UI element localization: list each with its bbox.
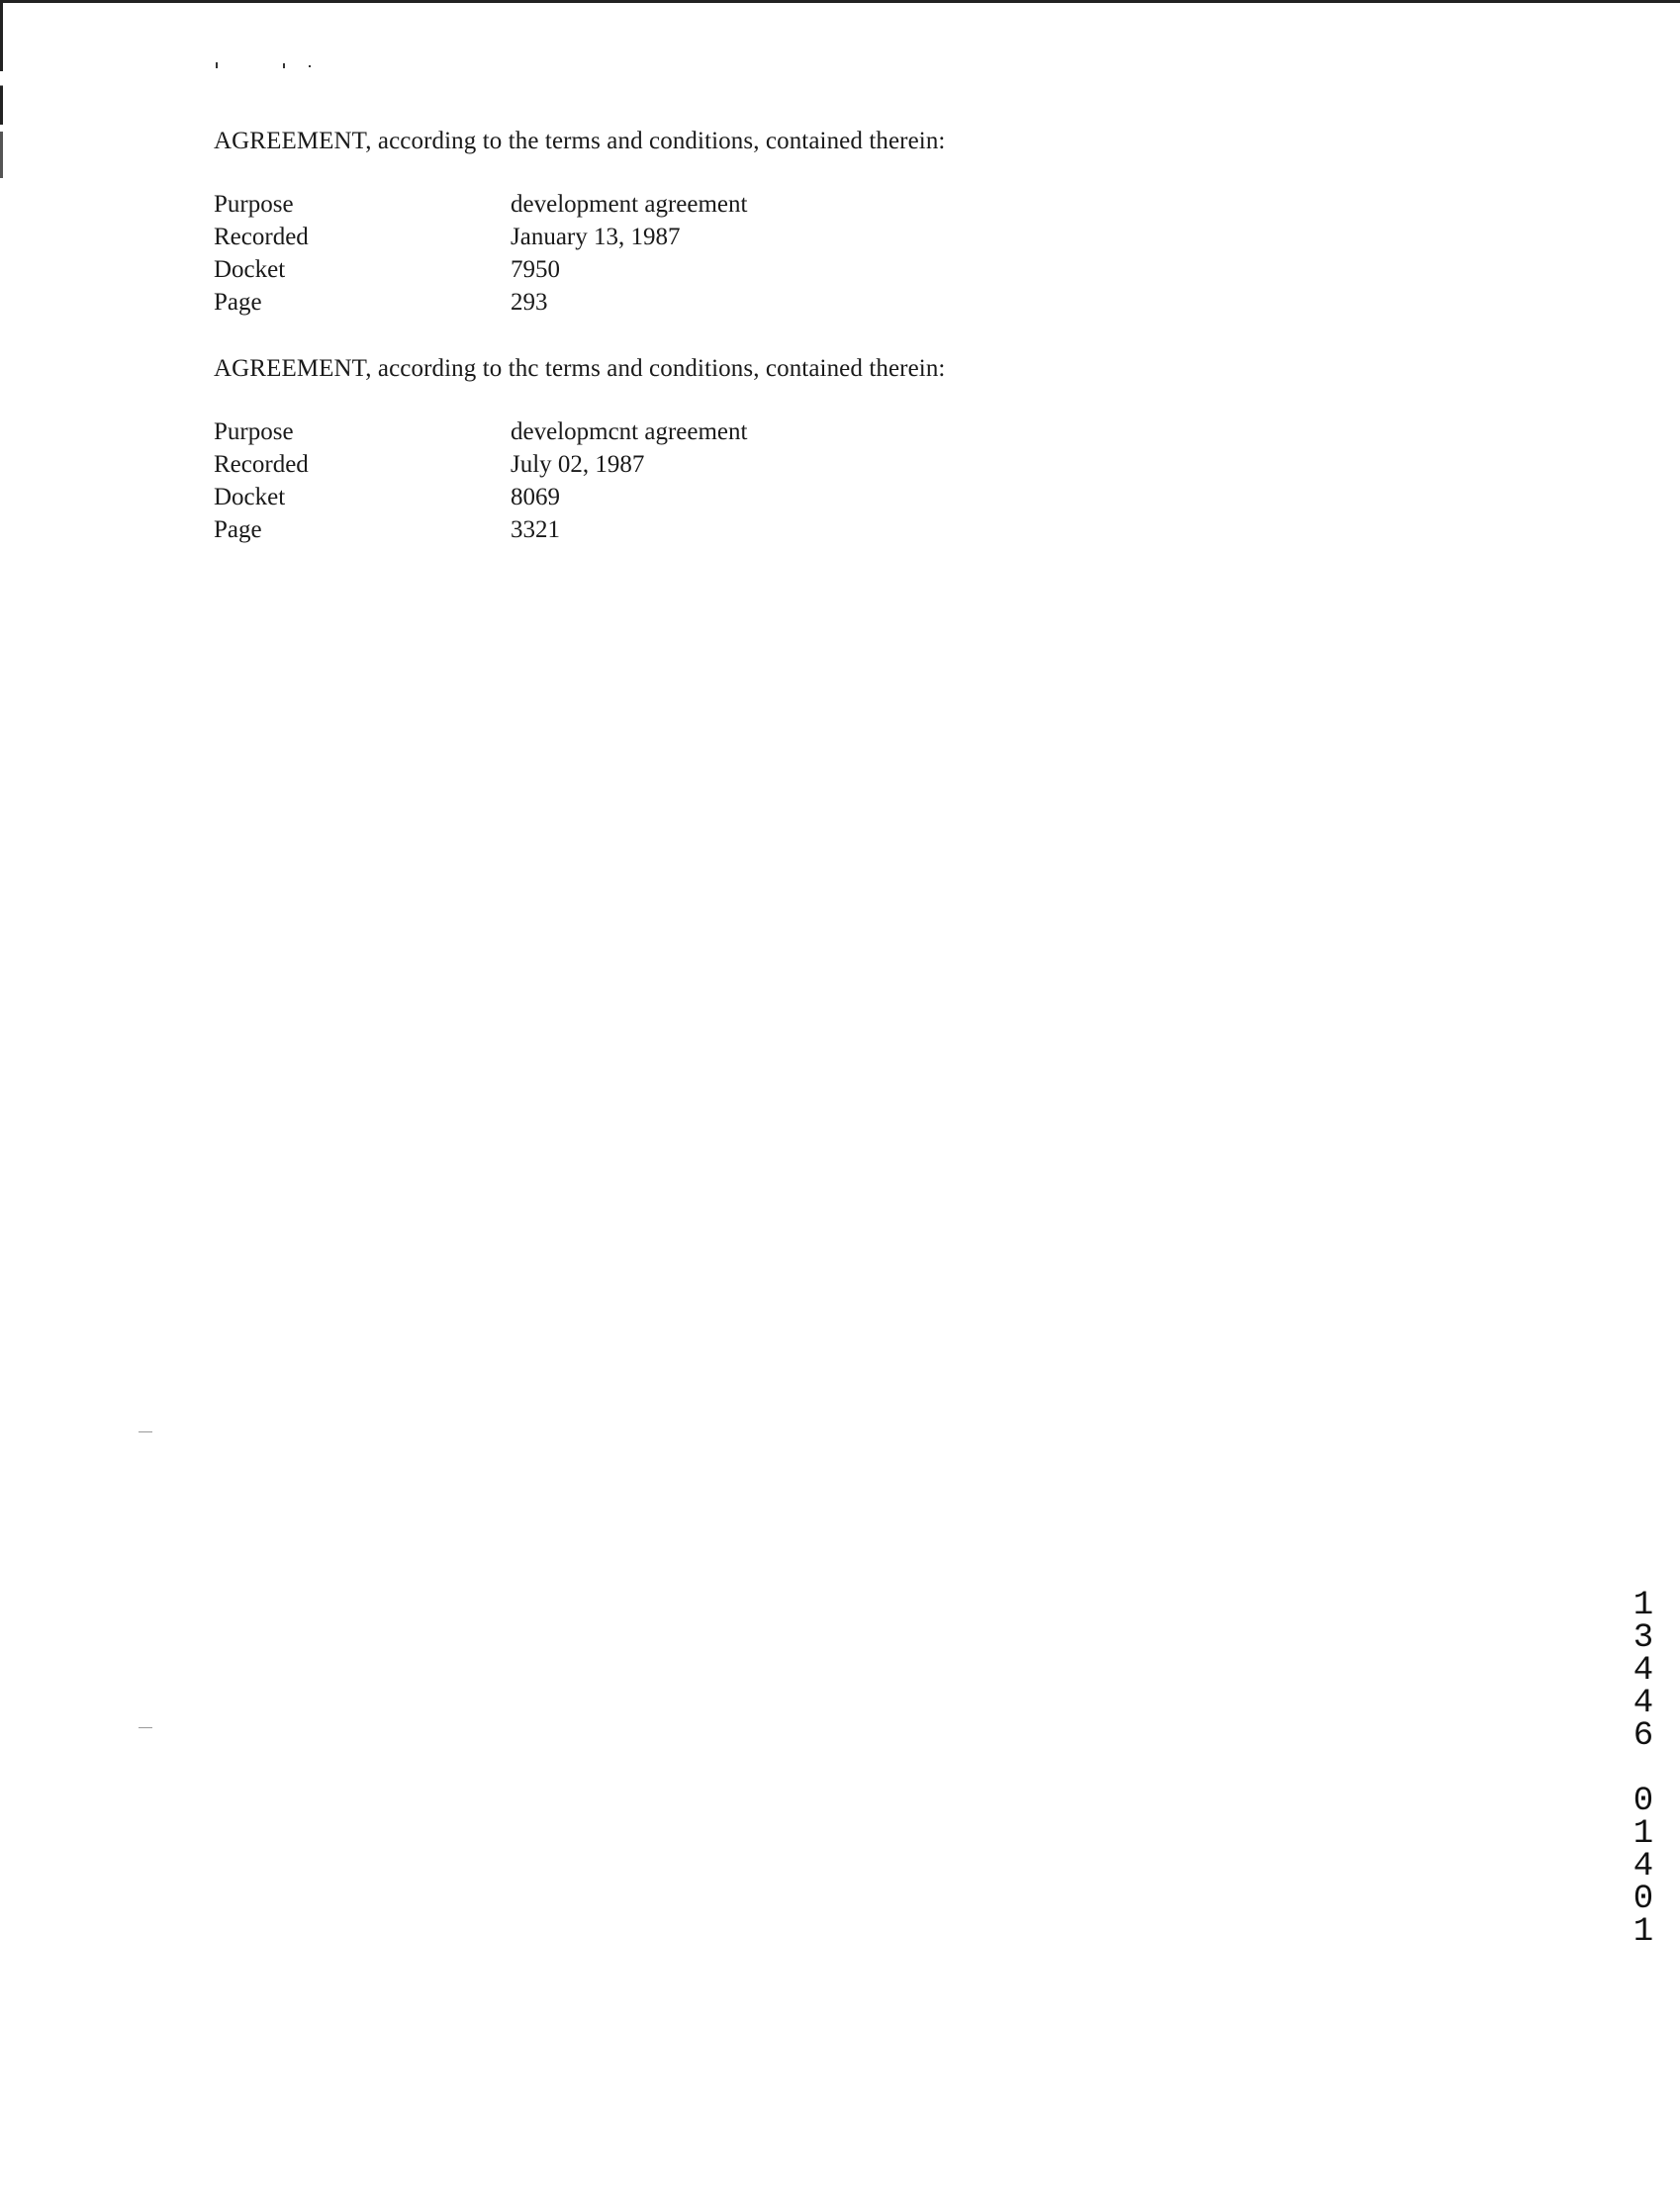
field-value-purpose: developmcnt agreement <box>511 418 748 445</box>
agreement-intro: AGREEMENT, according to the terms and conditions, contained therein: <box>214 128 946 154</box>
field-value-docket: 7950 <box>511 256 560 283</box>
field-value-purpose: development agreement <box>511 191 748 218</box>
scan-mark <box>309 65 311 67</box>
agreement-entry <box>214 125 1401 319</box>
field-label-page: Page <box>214 289 262 316</box>
field-value-recorded: January 13, 1987 <box>511 224 681 250</box>
scan-mark <box>139 1727 152 1728</box>
field-label-docket: Docket <box>214 256 286 283</box>
field-value-page: 3321 <box>511 516 560 543</box>
agreement-fields <box>214 188 1401 319</box>
field-label-purpose: Purpose <box>214 418 294 445</box>
scan-mark <box>283 63 285 68</box>
field-label-purpose: Purpose <box>214 191 294 218</box>
document-body <box>214 125 1401 580</box>
field-value-page: 293 <box>511 289 548 316</box>
agreement-intro: AGREEMENT, according to thc terms and conditions, contained therein: <box>214 355 946 382</box>
field-value-docket: 8069 <box>511 484 560 510</box>
field-value-recorded: July 02, 1987 <box>511 451 645 478</box>
scan-mark <box>216 62 218 68</box>
agreement-fields <box>214 415 1401 546</box>
agreement-entry <box>214 352 1401 546</box>
document-id-stamp: 13446 01401 <box>1625 1587 1662 1946</box>
field-label-recorded: Recorded <box>214 224 309 250</box>
scan-border-left <box>0 0 3 178</box>
field-label-docket: Docket <box>214 484 286 510</box>
field-label-page: Page <box>214 516 262 543</box>
field-label-recorded: Recorded <box>214 451 309 478</box>
scan-mark <box>139 1431 152 1432</box>
scan-border-top <box>0 0 1680 3</box>
